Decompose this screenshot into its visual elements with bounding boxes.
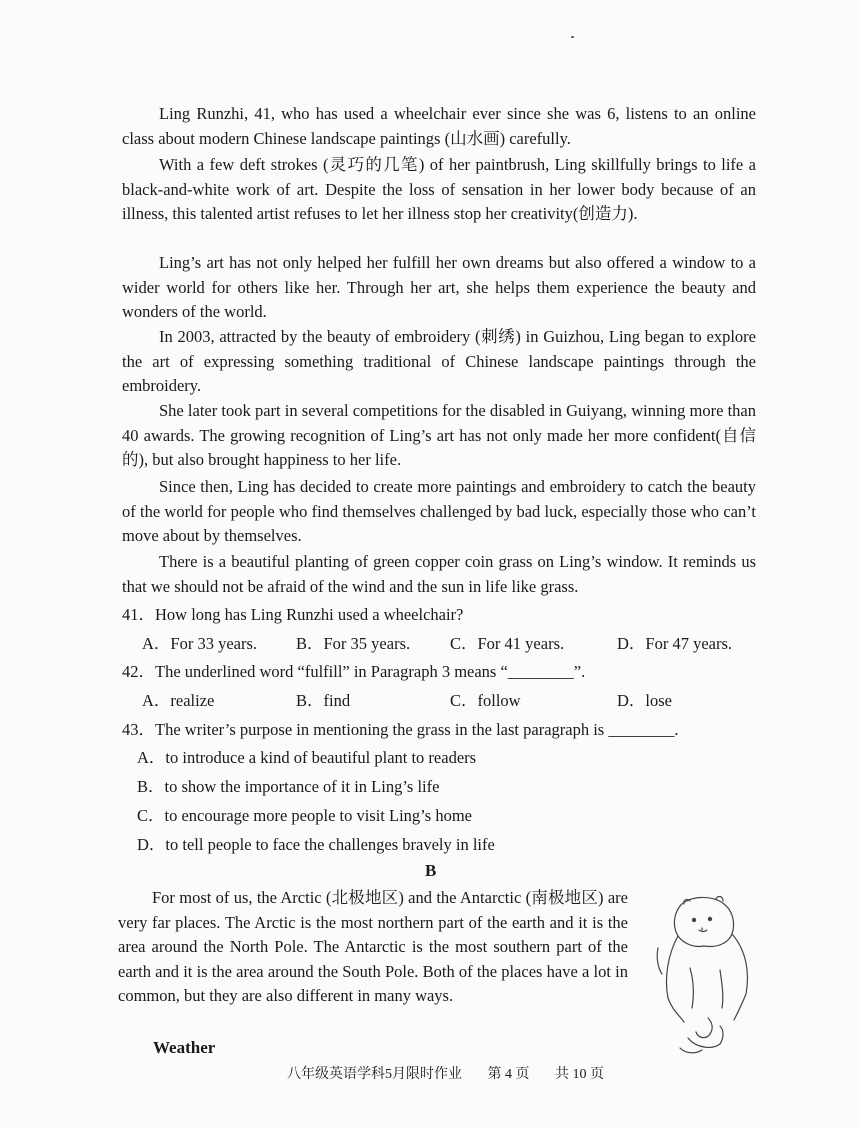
q41-option-c[interactable]: C．For 41 years. [450,634,565,653]
paragraph-3: Ling’s art has not only helped her fulfill her own dreams but also offered a window to a wider world for others like her. Through her art, she helps them experience the beauty and wonders of the world. [122,253,756,321]
paragraph-4: In 2003, attracted by the beauty of embroidery (刺绣) in Guizhou, Ling began to explore the art of expressing something traditional of Chinese landscape paintings through the embroidery. [122,327,756,395]
question-43: 43．The writer’s purpose in mentioning the grass in the last paragraph is ________. [122,720,679,739]
page-footer [287,1063,626,1083]
q42-option-a[interactable]: A．realize [142,691,215,710]
section-b-intro: For most of us, the Arctic (北极地区) and the Antarctic (南极地区) are very far places. The Arctic is the most northern part of the earth and it is the area around the North Pole. The Antarctic is the most southern part of the earth and it is the area around the South Pole. Both of the places have a lot in common, but they are also different in many ways. [118,888,628,1006]
paragraph-6: Since then, Ling has decided to create more paintings and embroidery to catch the beauty of the world for people who find themselves challenged by bad luck, especially those who can’t move about by themselves. [122,477,756,545]
q42-option-b[interactable]: B．find [296,691,351,710]
q43-option-a[interactable]: A．to introduce a kind of beautiful plant to readers [137,748,477,767]
question-41: 41．How long has Ling Runzhi used a wheelchair? [122,605,464,624]
paragraph-5: She later took part in several competitions for the disabled in Guiyang, winning more than 40 awards. The growing recognition of Ling’s art has not only made her more confident(自信的), but also brought happiness to her life. [122,401,756,469]
weather-subheading: Weather [153,1038,216,1057]
question-42: 42．The underlined word “fulfill” in Paragraph 3 means “________”. [122,662,586,681]
q43-option-b[interactable]: B．to show the importance of it in Ling’s life [137,777,440,796]
scan-speck [571,36,574,38]
q41-option-d[interactable]: D．For 47 years. [617,634,733,653]
q43-option-c[interactable]: C．to encourage more people to visit Ling’s home [137,806,472,825]
section-b-heading: B [425,861,437,880]
q41-option-a[interactable]: A．For 33 years. [142,634,258,653]
q43-option-d[interactable]: D．to tell people to face the challenges bravely in life [137,835,495,854]
q42-option-c[interactable]: C．follow [450,691,521,710]
footer-title: 八年级英语学科5月限时作业 [287,1067,462,1082]
footer-total-pages: 共 10 页 [555,1067,604,1082]
q41-option-b[interactable]: B．For 35 years. [296,634,411,653]
paragraph-1: Ling Runzhi, 41, who has used a wheelchair ever since she was 6, listens to an online class about modern Chinese landscape paintings (山水画) carefully. [122,104,756,148]
polar-bear-sketch-icon [650,888,760,1063]
q42-option-d[interactable]: D．lose [617,691,672,710]
paragraph-2: With a few deft strokes (灵巧的几笔) of her paintbrush, Ling skillfully brings to life a black-and-white work of art. Despite the loss of sensation in her lower body because of an illness, this talented artist refuses to let her illness stop her creativity(创造力). [122,155,756,223]
paragraph-7: There is a beautiful planting of green copper coin grass on Ling’s window. It reminds us that we should not be afraid of the wind and the sun in life like grass. [122,552,756,596]
footer-page-number: 第 4 页 [487,1067,530,1082]
